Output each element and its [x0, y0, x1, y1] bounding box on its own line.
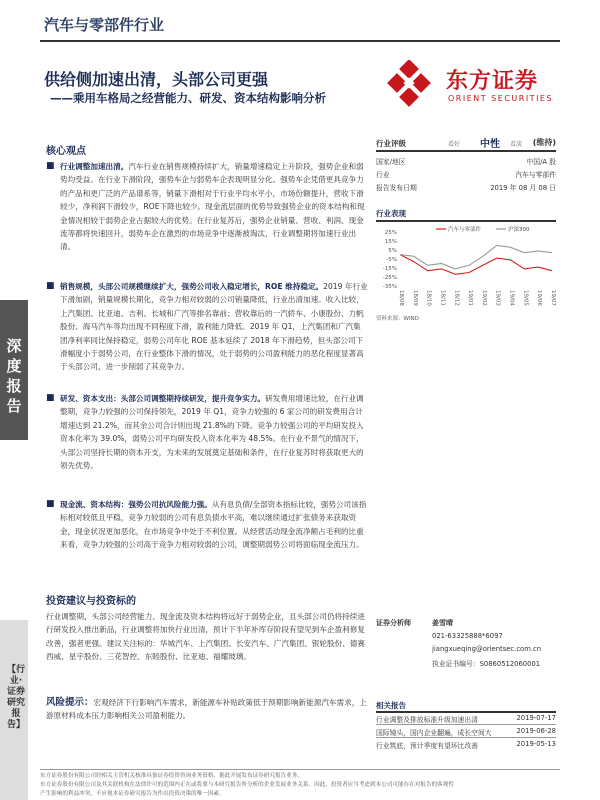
risk-text: 宏观经济下行影响汽车需求，新能源车补贴政策低于预期影响新能源汽车需求，上游原材料成本压力影响相关公司盈利能力。 — [46, 698, 367, 721]
series-line-2 — [400, 246, 552, 269]
related-item-title: 行业筑底，预计季度有望环比改善 — [376, 742, 478, 750]
rating-up-word: 看好 — [448, 141, 461, 148]
rating-panel — [376, 138, 556, 198]
analyst-name: 姜雪晴 — [432, 619, 453, 627]
header-divider — [40, 40, 560, 42]
x-tick-label: 19/01 — [467, 290, 474, 306]
report-subtitle: ——乘用车格局之经营能力、研发、资本结构影响分析 — [50, 91, 326, 105]
bullet-icon: ■ — [46, 499, 55, 509]
bullet-text: 2019 年行业下滑加剧，销量规模长期化，竞争力相对较弱的公司销量降低，行业出清加速。收入比较，上汽集团、比亚迪、吉利、长城和广汽等排名靠前；营收靠后的一汽轿车、小康股份、力帆股份、海马汽车等均出现不同程度下滑，盈利能力降低。2019 年 Q1，上汽集团和广汽集团净利率同比保持稳定，弱势公司年化 ROE 基本延续了 2018 年下滑趋势，但头部公司下滑幅度小于弱势公司，在行业整体下滑的情况，处于弱势的公司盈利能力的恶化程度显著高于头部公司，进一步削弱了其竞争力。 — [60, 282, 368, 372]
rating-key: 行业 — [376, 171, 390, 179]
footer-divider — [40, 769, 560, 770]
y-tick-label: -25% — [382, 275, 397, 281]
y-tick-label: 15% — [384, 239, 397, 245]
report-type-label: 深度报告 — [6, 337, 22, 415]
core-bullet-2 — [46, 280, 368, 374]
rating-val: 2019 年 08 月 08 日 — [490, 184, 556, 192]
related-item-title: 国际镜头，国内企业翻遍，成长空间大 — [376, 729, 492, 737]
legend-label: 沪深300 — [508, 227, 530, 233]
orient-securities-logo — [386, 60, 576, 110]
bullet-lead: 研发、资本支出：头部公司调整期持续研发，提升竞争实力。 — [60, 394, 266, 403]
x-tick-label: 18/12 — [453, 290, 460, 306]
legend-label: 汽车与零部件 — [448, 227, 482, 233]
rating-key: 报告发布日期 — [376, 184, 417, 192]
bullet-icon: ■ — [46, 161, 55, 171]
related-item-date: 2019-05-13 — [516, 740, 556, 748]
bullet-text: 汽车行业在销售规模持续扩大，销量增速稳定上升阶段，强势企业和弱势均受益。在行业下滑阶段，强势车企与弱势车企表现明显分化。强势车企凭借更具竞争力的产品和更广泛的产品谱系等，销量下滑相对于行业平均水平小，市场份额提升，营收下滑较少，净利润下滑较少，ROE下降也较少。现金流层面的优势导致强势企业的资本结构和现金情况相较于弱势企业占据较大的优势。在行业复苏后，强势企业销量、营收、利润、现金流等都将快速回升，弱势车企在激烈的市场竞争中逐渐被淘汰，行业调整期将加速行业出清。 — [60, 162, 365, 252]
bullet-icon: ■ — [46, 281, 55, 291]
related-row-divider — [376, 724, 556, 725]
x-tick-label: 19/04 — [508, 290, 515, 306]
y-tick-label: 25% — [384, 230, 397, 236]
x-tick-label: 19/03 — [494, 290, 501, 306]
risk-block — [46, 696, 368, 723]
x-tick-label: 19/06 — [536, 290, 543, 306]
invest-heading: 投资建议与投资标的 — [46, 596, 136, 607]
core-views-heading: 核心观点 — [46, 146, 86, 157]
related-row-divider — [376, 737, 556, 738]
related-panel — [376, 700, 556, 750]
x-tick-label: 19/05 — [522, 290, 529, 306]
footer-disclaimer — [40, 772, 560, 799]
x-tick-label: 18/08 — [398, 290, 404, 306]
performance-panel — [376, 208, 556, 322]
performance-divider — [376, 220, 556, 222]
analyst-phone: 021-63325888*6097 — [432, 632, 503, 640]
y-tick-label: 5% — [388, 248, 397, 254]
chart-source: 资料来源：WIND — [376, 316, 419, 322]
performance-chart — [376, 224, 556, 324]
rating-divider — [376, 150, 556, 152]
report-category-label: 【行业·证券研究报告】 — [6, 665, 25, 730]
performance-title: 行业表现 — [376, 209, 406, 218]
logo-cn-text: 东方证券 — [446, 69, 539, 94]
risk-lead: 风险提示： — [46, 697, 94, 708]
analyst-panel — [376, 618, 556, 676]
x-tick-label: 19/02 — [480, 290, 487, 306]
report-type-tab — [0, 300, 28, 440]
rating-keep: (维持) — [532, 138, 556, 147]
logo-mark-icon — [386, 60, 438, 108]
analyst-label: 证券分析师 — [376, 619, 411, 627]
bullet-lead: 行业调整加速出清。 — [60, 162, 129, 171]
bullet-icon: ■ — [46, 393, 55, 403]
report-title: 供给侧加速出清，头部公司更强 — [44, 70, 269, 89]
x-tick-label: 18/11 — [439, 290, 446, 306]
bullet-text: 从有息负债/全部资本指标比较，强势公司该指标相对较低且平稳，竞争力较弱的公司有息负债水平高，难以继续通过扩张债务来获取资金，现金状况更加恶化，在市场竞争中处于不利位置。从经营活动现金流净额占毛利的比重来看，竞争力较强的公司高于竞争力相对较弱的公司，调整期弱势公司将面临现金流压力。 — [60, 500, 367, 550]
rating-key: 国家/地区 — [376, 158, 406, 166]
related-item-date: 2019-06-28 — [516, 727, 556, 735]
bullet-text: 研发费用增速比较，在行业调整期，竞争力较强的公司保持领先，2019 年 Q1，竞争力较强的 6 家公司的研发费用合计增速达到 21.2%，而其余公司合计则出现 21.8%的下降。竞争力较强公司的平均研发投入资本化率为 39.0%，弱势公司平均研发投入资本化率为 48.5%。在行业不景气的情况下，头部公司坚持长期的资本开支，为未来的发展奠定基础和条件，在行业复苏时将获取更大的领先优势。 — [60, 394, 364, 471]
rating-down-word: 看淡 — [510, 141, 523, 148]
bullet-lead: 现金流、资本结构：强势公司抗风险能力强。 — [60, 500, 212, 509]
industry-label: 汽车与零部件行业 — [44, 16, 165, 34]
core-bullet-1 — [46, 160, 368, 254]
footer-line-2: 东方证券股份有限公司及其关联机构在法律许可的范围内正在或将要与本研究报告所分析的企业发展业务关系。因此，投资者应当考虑到本公司可能存在对报告的客观性 — [40, 782, 454, 788]
x-tick-label: 19/07 — [550, 290, 556, 306]
invest-text: 行业调整期，头部公司经营能力、现金流及资本结构将远好于弱势企业，且头部公司仍将持续进行研发投入推出新品，行业调整将加快行业出清，预计下半年补库存阶段有望见到车企盈利修复改善，强者更强。建议关注标的：华城汽车、上汽集团、长安汽车、广汽集团、银轮股份、德赛西威、星宇股份、三花智控、东睦股份、比亚迪、福耀玻璃。 — [46, 612, 365, 662]
analyst-email[interactable]: jiangxueqing@orientsec.com.cn — [432, 645, 542, 653]
core-bullet-4 — [46, 498, 368, 552]
related-title: 相关报告 — [376, 701, 406, 710]
footer-line-1: 东方证券股份有限公司经相关主管机关核准具备证券投资咨询业务资格，据此开展发布证券研究报告业务。 — [40, 773, 303, 779]
x-tick-label: 18/10 — [425, 290, 432, 306]
y-tick-label: -5% — [386, 257, 397, 263]
rating-label: 行业评级 — [376, 139, 406, 148]
related-item-title: 行业调整及排放标准升级加速出清 — [376, 716, 478, 724]
y-tick-label: -15% — [382, 266, 397, 272]
footer-line-3: 产生影响的利益冲突，不应视本证券研究报告为作出投资决策的唯一因素。 — [40, 791, 225, 797]
logo-en-text: ORIENT SECURITIES — [448, 94, 554, 103]
core-bullet-3 — [46, 392, 368, 472]
y-tick-label: -35% — [382, 284, 397, 290]
x-tick-label: 18/09 — [411, 290, 418, 306]
rating-value: 中性 — [480, 139, 500, 150]
rating-val: 汽车与零部件 — [515, 171, 556, 179]
analyst-cert: 执业证书编号：S0860512060001 — [432, 660, 541, 668]
rating-val: 中国/A 股 — [526, 158, 556, 166]
related-item-date: 2019-07-17 — [516, 714, 556, 722]
related-divider — [376, 711, 556, 713]
series-line-1 — [400, 255, 552, 275]
bullet-lead: 销售规模，头部公司规模继续扩大，强势公司收入稳定增长，ROE 维持稳定。 — [60, 282, 324, 291]
